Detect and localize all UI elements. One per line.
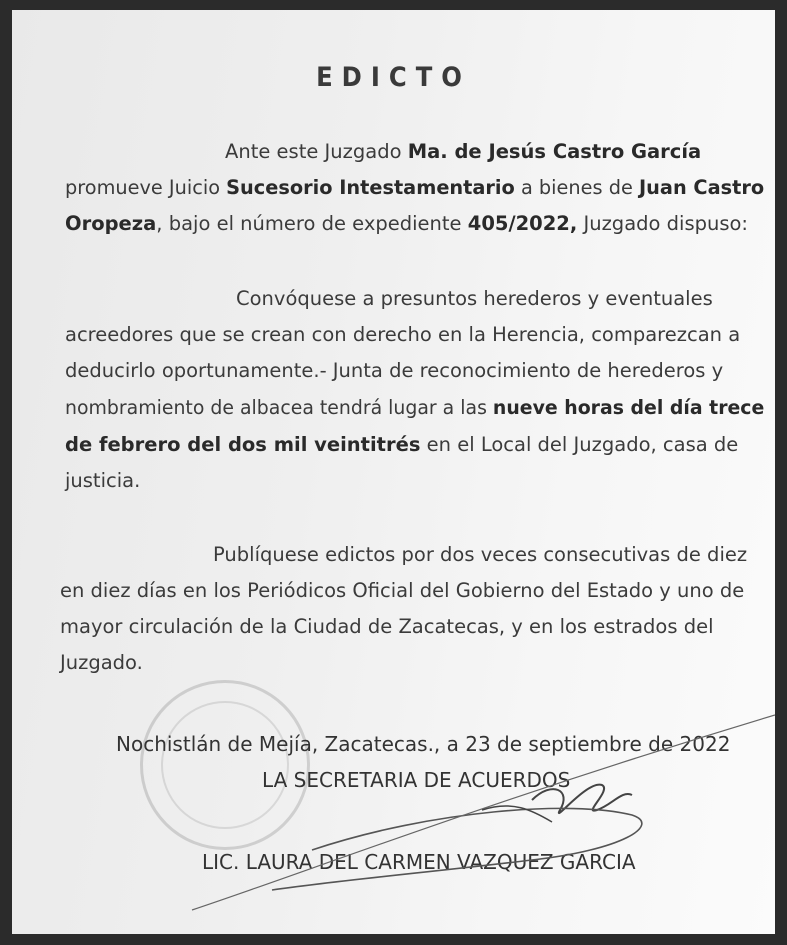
- p3-line-1: Publíquese edictos por dos veces consecutivas de diez: [213, 543, 748, 566]
- text: a bienes de: [514, 176, 639, 199]
- text: promueve Juicio: [65, 176, 227, 199]
- p2-line-2: acreedores que se crean con derecho en la Herencia, comparezcan a: [65, 323, 741, 346]
- text: en el Local del Juzgado, casa de: [420, 433, 739, 456]
- hearing-time: nueve horas del día trece: [492, 396, 765, 419]
- expediente-number: 405/2022,: [467, 212, 578, 235]
- juicio-type: Sucesorio Intestamentario: [226, 176, 515, 199]
- edict-page: [12, 10, 775, 934]
- text: , bajo el número de expediente: [156, 212, 468, 235]
- text: Ante este Juzgado: [225, 140, 408, 163]
- p3-line-3: mayor circulación de la Ciudad de Zacatecas, y en los estrados del: [60, 615, 714, 638]
- promovente-name: Ma. de Jesús Castro García: [407, 140, 702, 163]
- p2-line-1: Convóquese a presuntos herederos y eventuales: [236, 287, 713, 310]
- p3-line-2: en diez días en los Periódicos Oficial del Gobierno del Estado y uno de: [60, 579, 745, 602]
- p3-line-4: Juzgado.: [60, 651, 143, 674]
- signature-scrawl: [12, 10, 775, 934]
- signer-name: LIC. LAURA DEL CARMEN VAZQUEZ GARCIA: [202, 850, 636, 874]
- place-date: Nochistlán de Mejía, Zacatecas., a 23 de septiembre de 2022: [116, 732, 731, 756]
- text: Juzgado dispuso:: [577, 212, 748, 235]
- text: nombramiento de albacea tendrá lugar a las: [65, 396, 493, 419]
- document-title: EDICTO: [316, 62, 471, 93]
- p2-line-3: deducirlo oportunamente.- Junta de reconocimiento de herederos y: [65, 359, 724, 382]
- deceased-name-2: Oropeza: [65, 212, 157, 235]
- hearing-date: de febrero del dos mil veintitrés: [65, 433, 421, 456]
- p2-line-6: justicia.: [65, 469, 141, 492]
- deceased-name-1: Juan Castro: [638, 176, 765, 199]
- office-title: LA SECRETARIA DE ACUERDOS: [262, 768, 571, 792]
